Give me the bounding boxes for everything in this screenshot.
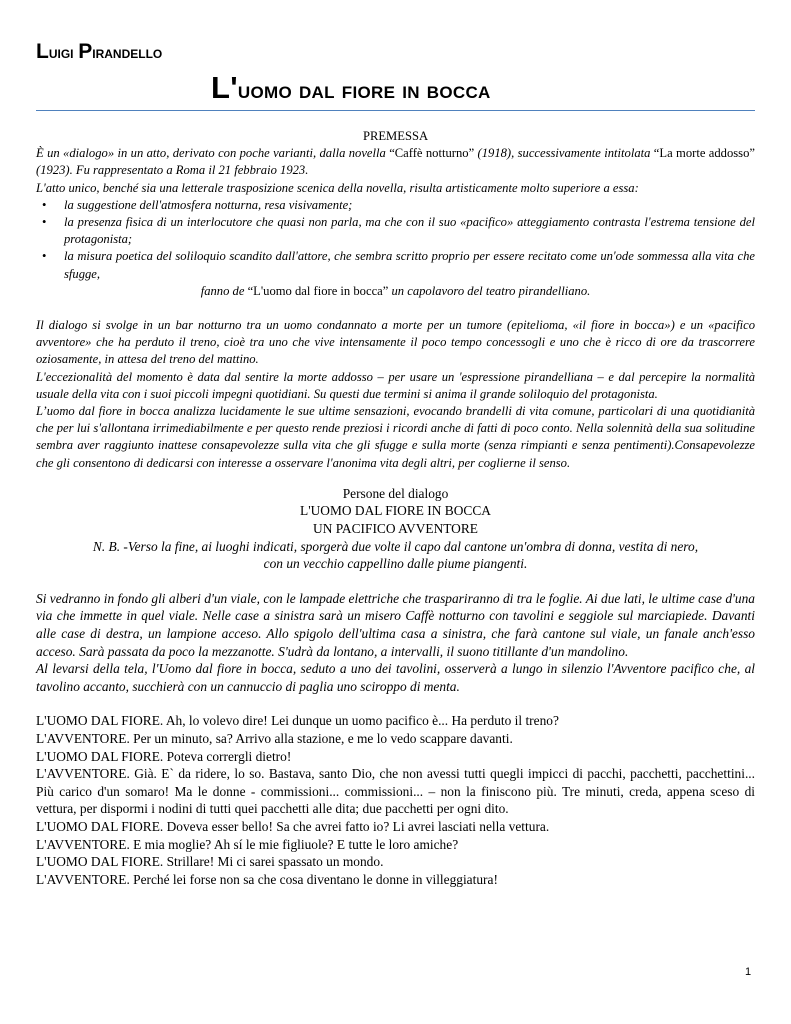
dialogue-line: L'UOMO DAL FIORE. Strillare! Mi ci sarei spassato un mondo. (36, 854, 384, 870)
author-last-initial: P (78, 40, 93, 63)
author-heading (36, 40, 162, 64)
premessa-paragraph-1: È un «dialogo» in un atto, derivato con poche varianti, dalla novella “Caffè notturno” (1918), successivamente intitolata “La morte addosso” (1923). Fu rappresentato a Roma il 21 febbraio 1923. (36, 146, 755, 178)
dialogue-line: L'AVVENTORE. E mia moglie? Ah sí le mie figliuole? E tutte le loro amiche? (36, 836, 459, 852)
document-body (36, 128, 755, 888)
spacer (36, 472, 755, 485)
dialogue-line: L'AVVENTORE. Perché lei forse non sa che cosa diventano le donne in villeggiatura! (36, 871, 498, 887)
intro-paragraph: L'eccezionalità del momento è data dal sentire la morte addosso – per usare un 'espressione pirandelliana – e dal percepire la normalità usuale della vita con i suoi piccoli impegni quotidiani. Su questi due termini si anima il grande soliloquio del protagonista. (36, 369, 755, 401)
author-first-rest: uigi (48, 43, 74, 62)
bullet-item: • la presenza fisica di un interlocutore che quasi non parla, ma che con il suo «pacifico» atteggiamento contrasta l'estrema tensione del protagonista; (42, 215, 755, 247)
intro-paragraph: L’uomo dal fiore in bocca analizza lucidamente le sue ultime sensazioni, evocando brandelli di vita comune, particolari di una quotidianità che per lui s'allontana irrimediabilmente e per questo rende preziosi i ricordi anche di fatti di poco conto. Nella solennità della sua solitudine sembra aver raggiunto inattese consapevolezze sulla vita che gli sfugge e sulla morte (senza rimpianti e senza pentimenti).Consapevolezze che gli consentono di dedicarsi con interesse a osservare l'anonima vita degli altri, per coglierne il senso. (36, 404, 755, 470)
nb-note-line-2: con un vecchio cappellino dalle piume piangenti. (263, 556, 528, 572)
dialogue-line: L'UOMO DAL FIORE. Poteva corrergli dietro! (36, 748, 292, 764)
premessa-closing: fanno de “L'uomo dal fiore in bocca” un capolavoro del teatro pirandelliano. (200, 283, 591, 298)
title-initial: L' (211, 70, 238, 105)
document-title (211, 70, 491, 106)
stage-direction: Al levarsi della tela, l'Uomo dal fiore in bocca, seduto a uno dei tavolini, osserverà a lungo in silenzio l'Avventore pacifico che, al tavolino accanto, succhierà con un cannuccio di paglia uno sciroppo di menta. (36, 661, 755, 694)
dialogue-line: L'AVVENTORE. Per un minuto, sa? Arrivo alla stazione, e me lo vedo scappare davanti. (36, 730, 513, 746)
intro-paragraph: Il dialogo si svolge in un bar notturno tra un uomo condannato a morte per un tumore (epitelioma, «il fiore in bocca») e un «pacifico avventore» che ha perduto il treno, cioè tra uno che vive intensamente il poco tempo concessogli e uno che è ricco di ore da trascorrere oziosamente, in attesa del treno del mattino. (36, 318, 755, 367)
person-item: UN PACIFICO AVVENTORE (313, 521, 478, 537)
premessa-bullet-list (36, 197, 755, 283)
author-last-rest: irandello (92, 43, 163, 62)
dialogue-line: L'UOMO DAL FIORE. Ah, lo volevo dire! Lei dunque un uomo pacifico è... Ha perduto il treno? (36, 713, 559, 729)
bullet-icon: • (42, 215, 47, 230)
bullet-item: • la suggestione dell'atmosfera notturna, resa visivamente; (36, 197, 755, 214)
dialogue-line: L'UOMO DAL FIORE. Doveva esser bello! Sa che avrei fatto io? Li avrei lasciati nella vettura. (36, 818, 550, 834)
person-item: L'UOMO DAL FIORE IN BOCCA (300, 503, 491, 519)
author-first-initial: L (36, 40, 49, 63)
bullet-icon: • (42, 197, 47, 212)
page-number: 1 (745, 966, 752, 978)
heading-divider (36, 110, 755, 111)
nb-note-line-1: N. B. -Verso la fine, ai luoghi indicati, sporgerà due volte il capo dal cantone un'ombra di donna, vestita di nero, (92, 538, 699, 554)
spacer (36, 695, 755, 712)
persons-heading: Persone del dialogo (342, 485, 449, 501)
dialogue-line: L'AVVENTORE. Già. E` da ridere, lo so. Bastava, santo Dio, che non avessi tutti quegli impicci di pacchi, pacchetti, pacchettini... Più carico d'un somaro! Ma le donne - commissioni... commissioni... – non la finiscono più. Tre minuti, creda, appena sceso di vettura, per dispormi i nodini di tutti quei pacchetti alle dita; due pacchetti per ogni dito. (36, 766, 755, 817)
stage-direction: Si vedranno in fondo gli alberi d'un viale, con le lampade elettriche che traspariranno di tra le foglie. Ai due lati, le ultime case d'una via che immette in quel viale. Nelle case a sinistra sarà un misero Caffè notturno con tavolini e seggiole sul marciapiede. Davanti alle case di destra, un lampione acceso. Allo spigolo dell'ultima casa a sinistra, che farà cantone sul viale, un fanale anch'esso acceso. Sarà passata da poco la mezzanotte. S'udrà da lontano, a intervalli, il suono titillante d'un mandolino. (36, 590, 755, 659)
spacer (36, 300, 755, 317)
premessa-heading: PREMESSA (362, 129, 429, 143)
spacer (36, 573, 755, 590)
bullet-icon: • (42, 249, 47, 264)
title-rest: uomo dal fiore in bocca (237, 77, 491, 104)
bullet-item: • la misura poetica del soliloquio scandito dall'attore, che sembra scritto proprio per essere recitato come un'ode sommessa alla vita che sfugge, (42, 249, 755, 281)
premessa-paragraph-2: L'atto unico, benché sia una letterale trasposizione scenica della novella, risulta artisticamente molto superiore a essa: (36, 180, 639, 195)
